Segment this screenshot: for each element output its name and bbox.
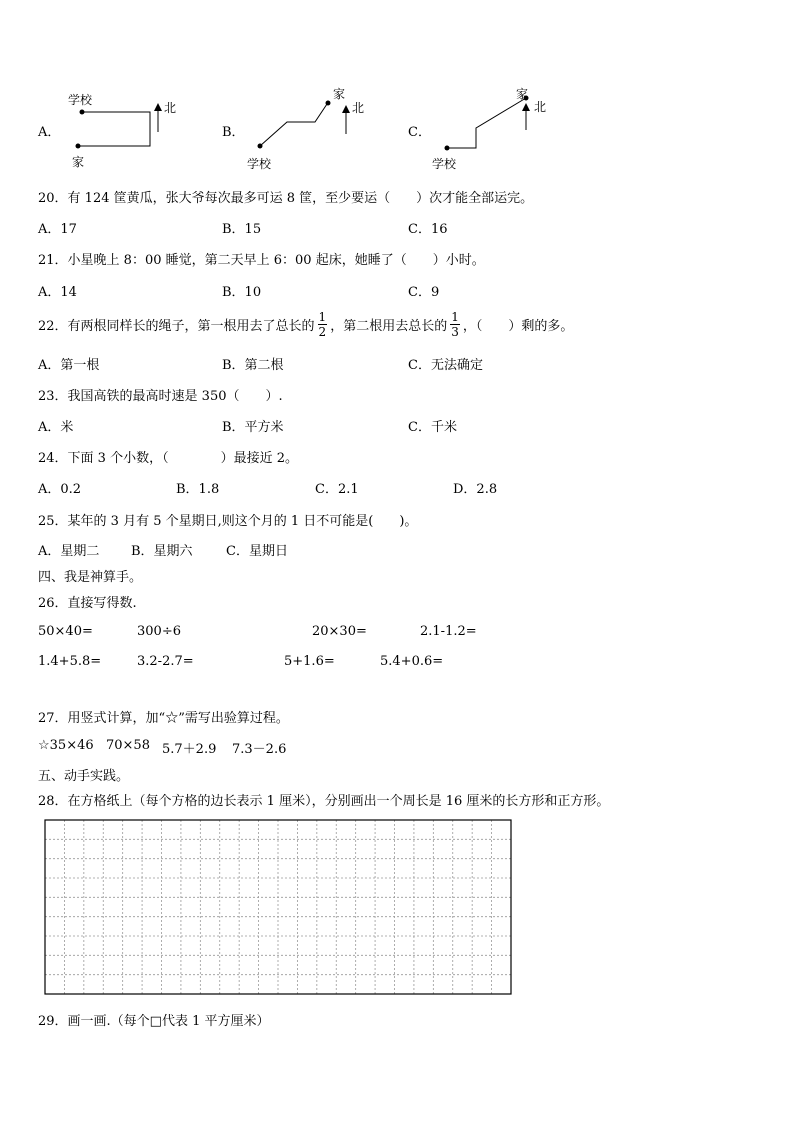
q24-text: 24．下面 3 个小数，（ ）最接近 2。 [38,451,298,466]
q26-expr: 300÷6 [137,624,181,639]
q26-expr: 50×40= [38,624,93,639]
q19-a-north-label: 北 [164,101,177,115]
q22-option-c: C．无法确定 [408,358,483,373]
north-arrow-icon [154,103,162,111]
q24-option-b: B．1.8 [176,482,220,497]
q19-a-school-label: 学校 [68,93,93,107]
q24-option-c: C．2.1 [315,482,359,497]
q21-option-b: B．10 [222,285,262,300]
q19-c-north-label: 北 [534,100,547,114]
q19-b-north-label: 北 [352,101,365,115]
q22-fraction-2 [450,311,460,338]
q20-option-b: B．15 [222,222,262,237]
q24-option-a: A．0.2 [38,482,82,497]
q19-option-b-diagram [245,82,375,172]
section-5-heading: 五、动手实践。 [38,769,130,784]
q22-fraction-2-numerator: 1 [451,309,459,324]
q25-option-b: B．星期六 [131,544,193,559]
q26-expr: 5+1.6= [284,654,335,669]
q25-option-c: C．星期日 [226,544,288,559]
q27-item: ☆35×46 [38,738,94,753]
q21-option-a: A．14 [38,285,77,300]
q19-c-home-label: 家 [516,87,529,101]
q23-option-b: B．平方米 [222,420,284,435]
q19-b-school-label: 学校 [247,157,272,171]
q22-text-part2: ，第二根用去总长的 [330,318,448,334]
q22-fraction-1 [318,311,328,338]
section-4-heading: 四、我是神算手。 [38,570,143,585]
q19-option-a-diagram [62,88,192,172]
q27-item: 5.7＋2.9 [162,742,217,757]
q22-fraction-1-denominator: 2 [318,324,327,339]
q20-option-a: A．17 [38,222,77,237]
q22-option-a: A．第一根 [38,358,100,373]
q21-text: 21．小星晚上 8：00 睡觉，第二天早上 6：00 起床，她睡了（ ）小时。 [38,253,485,268]
q26-expr: 1.4+5.8= [38,654,102,669]
q19-c-school-label: 学校 [432,157,457,171]
q19-option-b-letter: B． [222,125,245,140]
q22-text-part1: 22．有两根同样长的绳子，第一根用去了总长的 [38,318,315,334]
q24-option-d: D．2.8 [453,482,498,497]
q19-c-route [447,98,526,148]
q19-option-c-letter: C． [408,125,431,140]
q22-option-b: B．第二根 [222,358,284,373]
q22-text [38,306,573,342]
q26-expr: 5.4+0.6= [380,654,444,669]
q25-option-a: A．星期二 [38,544,100,559]
north-arrow-icon [522,103,530,111]
q22-text-part3: ，（ ）剩的多。 [462,318,574,334]
q27-item: 7.3－2.6 [232,742,287,757]
q28-grid-paper[interactable] [44,819,514,997]
q19-a-home-dot [76,144,81,149]
q26-expr: 3.2-2.7= [137,654,194,669]
q19-option-c-diagram [428,82,568,172]
grid-border [45,820,511,994]
q28-text: 28．在方格纸上（每个方格的边长表示 1 厘米），分别画出一个周长是 16 厘米的长方形和正方形。 [38,794,610,809]
q19-a-home-label: 家 [72,155,85,169]
q19-b-home-dot [326,101,331,106]
north-arrow-icon [342,105,350,113]
q23-option-c: C．千米 [408,420,457,435]
q22-fraction-1-numerator: 1 [318,309,327,324]
q26-text: 26．直接写得数. [38,596,137,611]
q27-text: 27．用竖式计算，加“☆”需写出验算过程。 [38,711,289,726]
q29-text: 29．画一画.（每个□代表 1 平方厘米） [38,1014,270,1029]
q19-option-a-letter: A． [38,125,61,140]
q20-text: 20．有 124 筐黄瓜，张大爷每次最多可运 8 筐，至少要运（ ）次才能全部运完。 [38,191,534,206]
q19-b-home-label: 家 [333,87,346,101]
q23-option-a: A．米 [38,420,74,435]
q21-option-c: C．9 [408,285,440,300]
q22-fraction-2-denominator: 3 [451,324,459,339]
q19-b-route [260,104,327,146]
q27-item: 70×58 [106,738,150,753]
q23-text: 23．我国高铁的最高时速是 350（ ）. [38,389,283,404]
q20-option-c: C．16 [408,222,448,237]
q19-a-route [78,112,150,146]
q25-text: 25．某年的 3 月有 5 个星期日,则这个月的 1 日不可能是( )。 [38,514,418,529]
q26-expr: 20×30= [312,624,367,639]
q26-expr: 2.1-1.2= [420,624,477,639]
